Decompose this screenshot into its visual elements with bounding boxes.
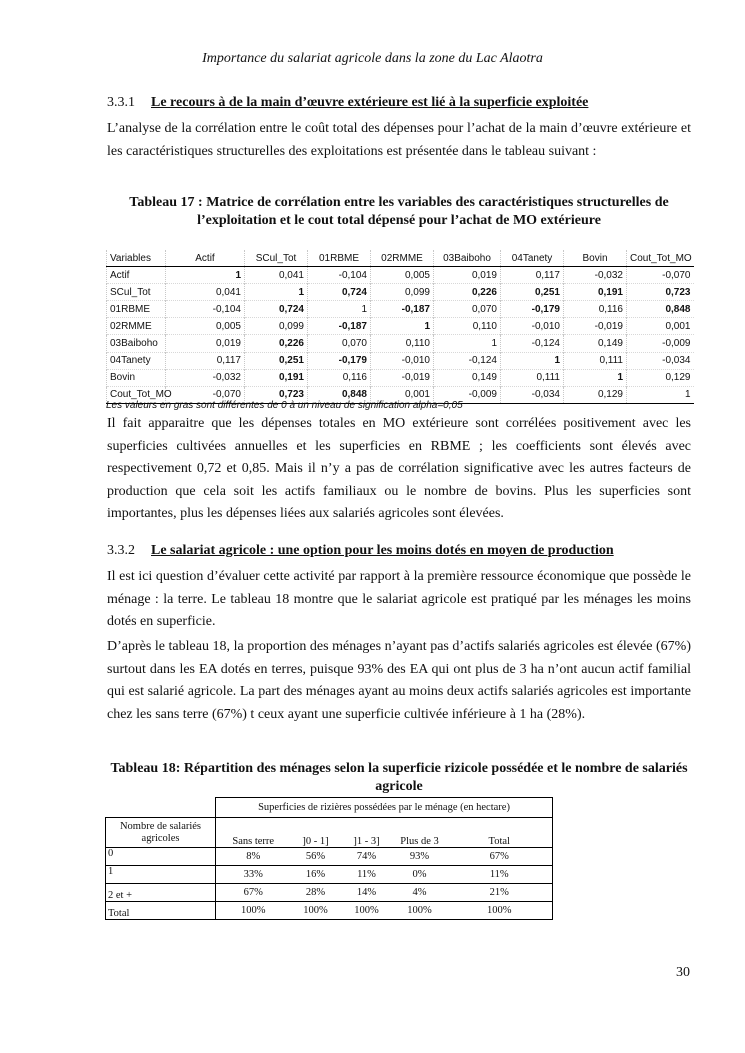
correlation-cell: -0,010: [371, 352, 434, 369]
percentage-cell: 28%: [291, 884, 341, 902]
correlation-cell: -0,070: [166, 386, 245, 403]
col-header: Sans terre: [216, 818, 291, 848]
correlation-cell: -0,010: [501, 318, 564, 335]
correlation-cell: 0,111: [564, 352, 627, 369]
correlation-cell: 0,111: [501, 369, 564, 386]
correlation-cell: -0,032: [166, 369, 245, 386]
correlation-cell: 0,041: [166, 284, 245, 301]
correlation-cell: -0,124: [434, 352, 501, 369]
col-header: 04Tanety: [501, 250, 564, 267]
correlation-cell: 0,070: [434, 301, 501, 318]
row-label: 02RMME: [107, 318, 166, 335]
correlation-cell: 1: [166, 267, 245, 284]
table18-row: [106, 866, 553, 884]
row-label: 01RBME: [107, 301, 166, 318]
table17-row: [107, 369, 694, 386]
correlation-cell: 0,070: [308, 335, 371, 352]
row-label: Total: [106, 902, 216, 920]
correlation-cell: 1: [308, 301, 371, 318]
percentage-cell: 56%: [291, 848, 341, 866]
correlation-cell: 0,149: [434, 369, 501, 386]
table17-row: [107, 335, 694, 352]
percentage-cell: 93%: [393, 848, 447, 866]
correlation-cell: 0,848: [308, 386, 371, 403]
col-header: Total: [447, 818, 553, 848]
correlation-cell: 0,724: [245, 301, 308, 318]
correlation-cell: 0,191: [245, 369, 308, 386]
percentage-cell: 100%: [291, 902, 341, 920]
correlation-cell: 0,110: [371, 335, 434, 352]
col-header: 01RBME: [308, 250, 371, 267]
context-paragraph: Il est ici question d’évaluer cette activité par rapport à la première ressource économique que possède le ménage : la terre. Le tableau 18 montre que le salariat agricole est pratiqué par les ménages les moins dotés en superficie.: [107, 569, 691, 629]
correlation-cell: 1: [501, 352, 564, 369]
correlation-cell: -0,032: [564, 267, 627, 284]
correlation-cell: 0,019: [166, 335, 245, 352]
percentage-cell: 8%: [216, 848, 291, 866]
correlation-cell: -0,019: [371, 369, 434, 386]
correlation-cell: -0,179: [501, 301, 564, 318]
percentage-cell: 16%: [291, 866, 341, 884]
section-title: Le recours à de la main d’œuvre extérieure est lié à la superficie exploitée: [151, 95, 589, 110]
correlation-cell: -0,187: [371, 301, 434, 318]
correlation-cell: 0,117: [501, 267, 564, 284]
correlation-cell: 0,117: [166, 352, 245, 369]
percentage-cell: 100%: [216, 902, 291, 920]
correlation-cell: 0,251: [245, 352, 308, 369]
correlation-cell: -0,034: [627, 352, 694, 369]
row-label: 1: [106, 866, 216, 884]
percentage-cell: 100%: [447, 902, 553, 920]
col-header: Bovin: [564, 250, 627, 267]
col-header: Plus de 3: [393, 818, 447, 848]
correlation-cell: 0,129: [564, 386, 627, 403]
correlation-cell: -0,104: [308, 267, 371, 284]
correlation-cell: 0,226: [245, 335, 308, 352]
table18-discussion-paragraph: D’après le tableau 18, la proportion des ménages n’ayant pas d’actifs salariés agricoles est élevée (67%) surtout dans les EA dotés en terres, puisque 93% des EA qui ont plus de 3 ha n’ont aucun actif familial qui est salarié agricole. La part des ménages ayant au moins deux actifs salariés agricoles est importante chez les sans terre (67%) t ceux ayant une superficie cultivée inférieure à 1 ha (28%).: [107, 639, 691, 722]
row-header: Nombre de salariés agricoles: [106, 818, 216, 848]
percentage-cell: 21%: [447, 884, 553, 902]
table18-caption: Tableau 18: Répartition des ménages selon la superficie rizicole possédée et le nombre de salariés agricole: [110, 761, 688, 794]
table18-row: [106, 884, 553, 902]
correlation-cell: -0,070: [627, 267, 694, 284]
col-header: Actif: [166, 250, 245, 267]
row-label: Actif: [107, 267, 166, 284]
col-header: ]0 - 1]: [291, 818, 341, 848]
percentage-cell: 67%: [216, 884, 291, 902]
correlation-cell: 0,191: [564, 284, 627, 301]
correlation-cell: 1: [564, 369, 627, 386]
percentage-cell: 100%: [393, 902, 447, 920]
correlation-cell: 0,723: [245, 386, 308, 403]
correlation-cell: 0,724: [308, 284, 371, 301]
correlation-cell: 0,116: [308, 369, 371, 386]
correlation-cell: -0,187: [308, 318, 371, 335]
row-label: SCul_Tot: [107, 284, 166, 301]
table17-row: [107, 352, 694, 369]
table17-row: [107, 318, 694, 335]
correlation-cell: -0,034: [501, 386, 564, 403]
table17-caption: Tableau 17 : Matrice de corrélation entre les variables des caractéristiques structurelles de l’exploitation et le cout total dépensé pour l’achat de MO extérieure: [129, 195, 669, 228]
correlation-cell: 0,005: [371, 267, 434, 284]
section-number: 3.3.1: [107, 95, 135, 110]
analysis-paragraph: Il fait apparaitre que les dépenses totales en MO extérieure sont corrélées positivement avec les superficies cultivées annuelles et les superficies en RBME ; les coefficients sont élevés avec respectivement 0,72 et 0,85. Mais il n’y a pas de corrélation significative avec les autres facteurs de production que cela soit les actifs familiaux ou le nombre de bovins. Plus les superficies sont importantes, plus les dépenses liées aux salariés agricoles sont élevées.: [107, 416, 691, 521]
running-header: Importance du salariat agricole dans la zone du Lac Alaotra: [202, 51, 543, 66]
table17-note: Les valeurs en gras sont différentes de 0 à un niveau de signification alpha=0,05: [106, 400, 463, 411]
col-header: Variables: [107, 250, 166, 267]
correlation-cell: 1: [627, 386, 694, 403]
percentage-cell: 11%: [447, 866, 553, 884]
correlation-cell: -0,124: [501, 335, 564, 352]
correlation-cell: 0,226: [434, 284, 501, 301]
section-heading-3-3-2: [107, 543, 614, 559]
correlation-cell: 0,001: [627, 318, 694, 335]
table17-row: [107, 301, 694, 318]
household-distribution-table: [105, 797, 553, 920]
row-label: 0: [106, 848, 216, 866]
table17-header-row: [107, 250, 694, 267]
correlation-cell: 0,001: [371, 386, 434, 403]
correlation-cell: 0,099: [371, 284, 434, 301]
section-heading-3-3-1: [107, 95, 588, 111]
correlation-cell: 0,723: [627, 284, 694, 301]
correlation-cell: -0,009: [627, 335, 694, 352]
percentage-cell: 14%: [341, 884, 393, 902]
correlation-cell: 1: [371, 318, 434, 335]
correlation-cell: -0,019: [564, 318, 627, 335]
correlation-cell: -0,104: [166, 301, 245, 318]
table18-row: [106, 848, 553, 866]
col-header: SCul_Tot: [245, 250, 308, 267]
col-header: 03Baiboho: [434, 250, 501, 267]
correlation-cell: 0,129: [627, 369, 694, 386]
correlation-cell: -0,009: [434, 386, 501, 403]
correlation-cell: 1: [434, 335, 501, 352]
correlation-cell: 0,041: [245, 267, 308, 284]
correlation-cell: 0,099: [245, 318, 308, 335]
correlation-matrix-table: [106, 250, 694, 404]
row-label: 03Baiboho: [107, 335, 166, 352]
correlation-cell: 0,110: [434, 318, 501, 335]
correlation-cell: 0,149: [564, 335, 627, 352]
col-header: ]1 - 3]: [341, 818, 393, 848]
percentage-cell: 74%: [341, 848, 393, 866]
correlation-cell: -0,179: [308, 352, 371, 369]
page-number: 30: [676, 965, 690, 980]
percentage-cell: 11%: [341, 866, 393, 884]
correlation-cell: 0,116: [564, 301, 627, 318]
percentage-cell: 0%: [393, 866, 447, 884]
correlation-cell: 0,019: [434, 267, 501, 284]
table18-row: [106, 902, 553, 920]
percentage-cell: 33%: [216, 866, 291, 884]
row-label: Cout_Tot_MO: [107, 386, 166, 403]
correlation-cell: 0,848: [627, 301, 694, 318]
area-group-header: Superficies de rizières possédées par le ménage (en hectare): [216, 798, 553, 818]
col-header: Cout_Tot_MO: [627, 250, 694, 267]
table17-row: [107, 267, 694, 284]
section-title: Le salariat agricole : une option pour les moins dotés en moyen de production: [151, 543, 614, 558]
percentage-cell: 4%: [393, 884, 447, 902]
table17-row: [107, 284, 694, 301]
correlation-cell: 0,251: [501, 284, 564, 301]
percentage-cell: 67%: [447, 848, 553, 866]
row-label: Bovin: [107, 369, 166, 386]
intro-paragraph: L’analyse de la corrélation entre le coût total des dépenses pour l’achat de la main d’œuvre extérieure et les caractéristiques structurelles des exploitations est présentée dans le tableau suivant :: [107, 121, 691, 159]
row-label: 04Tanety: [107, 352, 166, 369]
col-header: 02RMME: [371, 250, 434, 267]
section-number: 3.3.2: [107, 543, 135, 558]
row-label: 2 et +: [106, 884, 216, 902]
percentage-cell: 100%: [341, 902, 393, 920]
correlation-cell: 1: [245, 284, 308, 301]
correlation-cell: 0,005: [166, 318, 245, 335]
